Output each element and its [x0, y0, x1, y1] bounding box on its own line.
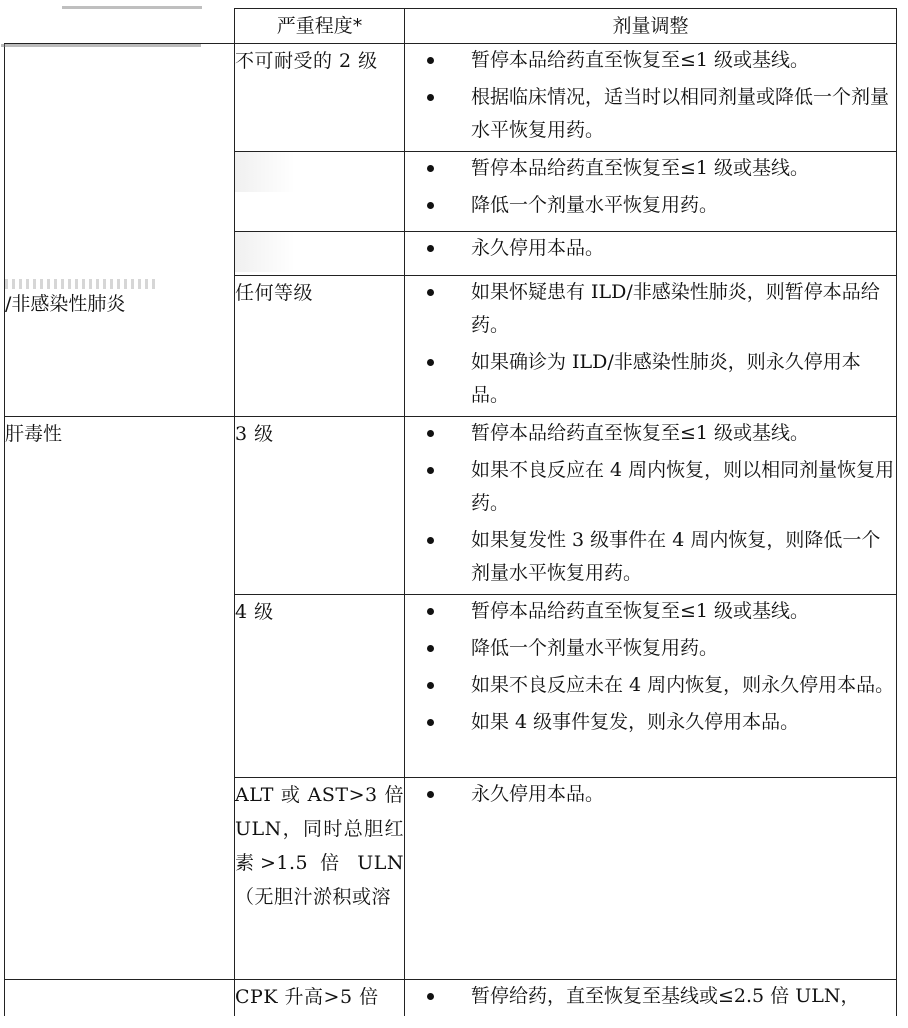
scan-artifact-dots: [5, 279, 155, 289]
severity-cell: [235, 417, 405, 595]
severity-text: 4 级: [235, 601, 274, 623]
list-item: 如果不良反应未在 4 周内恢复，则永久停用本品。: [405, 669, 896, 702]
category-label: 肝毒性: [5, 423, 63, 445]
adjustment-cell: [405, 778, 897, 980]
severity-cell: [235, 778, 405, 980]
category-ild: [5, 44, 235, 417]
bullet-list: [405, 44, 896, 147]
page-cutoff: [0, 1016, 908, 1028]
list-item: 降低一个剂量水平恢复用药。: [405, 189, 896, 222]
bullet-list: [405, 152, 896, 222]
category-label: /非感染性肺炎: [5, 293, 126, 315]
list-item: 暂停给药，直至恢复至基线或≤2.5 倍 ULN，: [405, 980, 896, 1013]
dose-adjustment-table: [4, 8, 897, 1024]
bullet-list: [405, 232, 896, 265]
list-item: 暂停本品给药直至恢复至≤1 级或基线。: [405, 417, 896, 450]
list-item: 如果复发性 3 级事件在 4 周内恢复，则降低一个剂量水平恢复用药。: [405, 524, 896, 590]
severity-text: ALT 或 AST>3 倍 ULN，同时总胆红素>1.5 倍 ULN（无胆汁淤积或溶: [235, 784, 404, 908]
category-hepatotoxicity: [5, 417, 235, 980]
header-severity: 严重程度*: [235, 9, 405, 44]
severity-text: 任何等级: [235, 282, 314, 304]
header-adjustment: 剂量调整: [405, 9, 897, 44]
list-item: 永久停用本品。: [405, 778, 896, 811]
adjustment-cell: [405, 276, 897, 417]
severity-text: CPK 升高>5 倍: [235, 986, 379, 1008]
list-item: 永久停用本品。: [405, 232, 896, 265]
table-row: [5, 44, 897, 152]
table-header-row: [5, 9, 897, 44]
table-row: [5, 417, 897, 595]
header-blank-cell: [5, 9, 235, 44]
bullet-list: [405, 778, 896, 811]
severity-cell: [235, 44, 405, 152]
adjustment-cell: [405, 232, 897, 276]
bullet-list: [405, 417, 896, 590]
bullet-list: [405, 980, 896, 1013]
severity-cell: [235, 232, 405, 276]
bullet-list: [405, 276, 896, 412]
adjustment-cell: [405, 44, 897, 152]
list-item: 如果 4 级事件复发，则永久停用本品。: [405, 706, 896, 739]
bullet-list: [405, 595, 896, 739]
list-item: 如果不良反应在 4 周内恢复，则以相同剂量恢复用药。: [405, 454, 896, 520]
list-item: 降低一个剂量水平恢复用药。: [405, 632, 896, 665]
list-item: 如果确诊为 ILD/非感染性肺炎，则永久停用本品。: [405, 346, 896, 412]
adjustment-cell: [405, 417, 897, 595]
list-item: 如果怀疑患有 ILD/非感染性肺炎，则暂停本品给药。: [405, 276, 896, 342]
scan-artifact-blur: [235, 152, 295, 192]
list-item: 暂停本品给药直至恢复至≤1 级或基线。: [405, 44, 896, 77]
scan-artifact-blur: [235, 232, 295, 272]
severity-cell: [235, 152, 405, 232]
severity-cell: [235, 276, 405, 417]
list-item: 暂停本品给药直至恢复至≤1 级或基线。: [405, 595, 896, 628]
list-item: 暂停本品给药直至恢复至≤1 级或基线。: [405, 152, 896, 185]
adjustment-cell: [405, 595, 897, 778]
list-item: 根据临床情况，适当时以相同剂量或降低一个剂量水平恢复用药。: [405, 81, 896, 147]
scan-artifact-line: [1, 44, 201, 47]
severity-cell: [235, 595, 405, 778]
adjustment-cell: [405, 152, 897, 232]
severity-text: 不可耐受的 2 级: [235, 50, 378, 72]
severity-text: 3 级: [235, 423, 274, 445]
